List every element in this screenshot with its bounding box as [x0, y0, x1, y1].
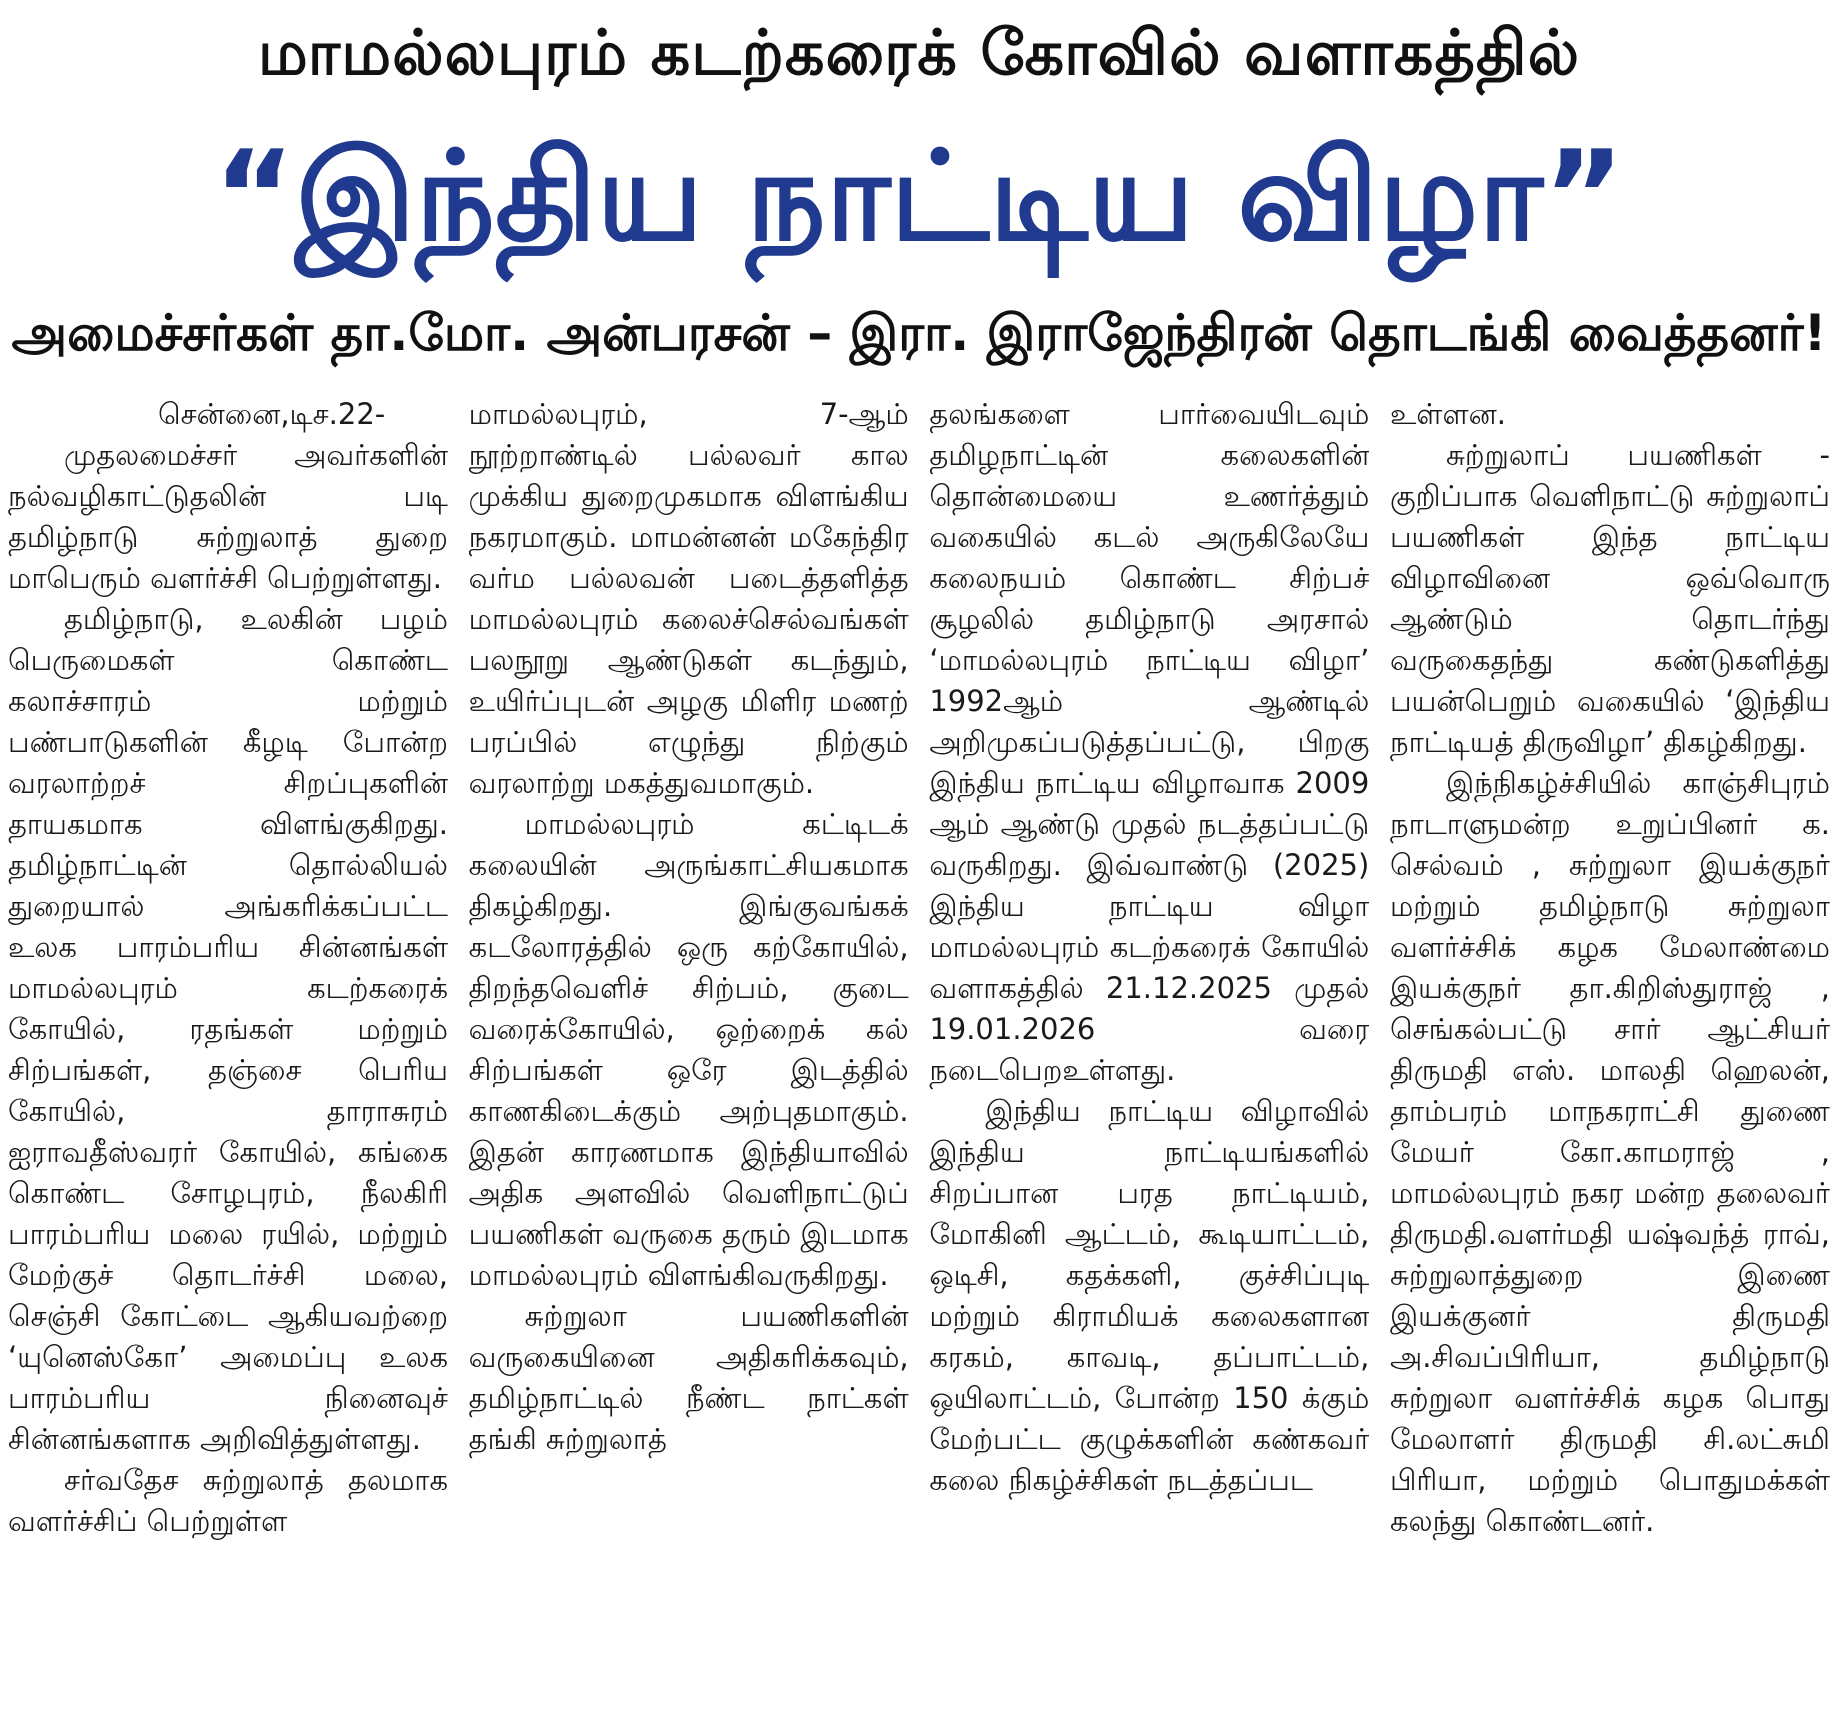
article-body — [8, 394, 1830, 1730]
paragraph: இந்திய நாட்டிய விழாவில் இந்திய நாட்டியங்களில் சிறப்பான பரத நாட்டியம், மோகினி ஆட்டம், கூடியாட்டம், ஒடிசி, கதக்களி, குச்சிப்புடி மற்றும் கிராமியக் கலைகளான கரகம், காவடி, தப்பாட்டம், ஒயிலாட்டம், போன்ற 150 க்கும் மேற்பட்ட குழுக்களின் கண்கவர் கலை நிகழ்ச்சிகள் நடத்தப்பட — [929, 1094, 1370, 1497]
paragraph: மாமல்லபுரம், 7-ஆம் நூற்றாண்டில் பல்லவர் கால முக்கிய துறைமுகமாக விளங்கிய நகரமாகும். மாமன்னன் மகேந்திர வர்ம பல்லவன் படைத்தளித்த மாமல்லபுரம் கலைச்செல்வங்கள் பலநூறு ஆண்டுகள் கடந்தும், உயிர்ப்புடன் அழகு மிளிர மணற் பரப்பில் எழுந்து நிற்கும் வரலாற்று மகத்துவமாகும். — [468, 397, 909, 800]
kicker-headline: மாமல்லபுரம் கடற்கரைக் கோவில் வளாகத்தில் — [257, 16, 1581, 89]
paragraph: மாமல்லபுரம் கட்டிடக் கலையின் அருங்காட்சியகமாக திகழ்கிறது. இங்குவங்கக் கடலோரத்தில் ஒரு கற்கோயில், திறந்தவெளிச் சிற்பம், குடை வரைக்கோயில், ஒற்றைக் கல் சிற்பங்கள் ஒரே இடத்தில் காணகிடைக்கும் அற்புதமாகும். இதன் காரணமாக இந்தியாவில் அதிக அளவில் வெளிநாட்டுப் பயணிகள் வருகை தரும் இடமாக மாமல்லபுரம் விளங்கிவருகிறது. — [468, 807, 909, 1292]
paragraph: உள்ளன. — [1389, 397, 1506, 431]
column-4 — [1390, 394, 1830, 1730]
subheadline: அமைச்சர்கள் தா.மோ. அன்பரசன் – இரா. இராஜேந்திரன் தொடங்கி வைத்தனர்! — [11, 304, 1827, 362]
paragraph: சுற்றுலாப் பயணிகள் - குறிப்பாக வெளிநாட்டு சுற்றுலாப் பயணிகள் இந்த நாட்டிய விழாவினை ஒவ்வொரு ஆண்டும் தொடர்ந்து வருகைதந்து கண்டுகளித்து பயன்பெறும் வகையில் ‘இந்திய நாட்டியத் திருவிழா’ திகழ்கிறது. — [1389, 438, 1830, 759]
dateline: சென்னை,டிச.22- — [158, 397, 386, 431]
column-3 — [929, 394, 1369, 1730]
paragraph: முதலமைச்சர் அவர்களின் நல்வழிகாட்டுதலின் படி தமிழ்நாடு சுற்றுலாத் துறை மாபெரும் வளர்ச்சி பெற்றுள்ளது. — [8, 438, 448, 595]
column-1 — [8, 394, 448, 1730]
paragraph: தமிழ்நாடு, உலகின் பழம் பெருமைகள் கொண்ட கலாச்சாரம் மற்றும் பண்பாடுகளின் கீழடி போன்ற வரலாற்றச் சிறப்புகளின் தாயகமாக விளங்குகிறது. தமிழ்நாட்டின் தொல்லியல் துறையால் அங்கரிக்கப்பட்ட உலக பாரம்பரிய சின்னங்கள் மாமல்லபுரம் கடற்கரைக் கோயில், ரதங்கள் மற்றும் சிற்பங்கள், தஞ்சை பெரிய கோயில், தாராசுரம் ஐராவதீஸ்வரர் கோயில், கங்கை கொண்ட சோழபுரம், நீலகிரி பாரம்பரிய மலை ரயில், மற்றும் மேற்குச் தொடர்ச்சி மலை, செஞ்சி கோட்டை ஆகியவற்றை ‘யுனெஸ்கோ’ அமைப்பு உலக பாரம்பரிய நினைவுச் சின்னங்களாக அறிவித்துள்ளது. — [8, 602, 448, 1456]
column-2 — [469, 394, 909, 1730]
paragraph: தலங்களை பார்வையிடவும் தமிழநாட்டின் கலைகளின் தொன்மையை உணர்த்தும் வகையில் கடல் அருகிலேயே கலைநயம் கொண்ட சிற்பச் சூழலில் தமிழ்நாடு அரசால் ‘மாமல்லபுரம் நாட்டிய விழா’ 1992ஆம் ஆண்டில் அறிமுகப்படுத்தப்பட்டு, பிறகு இந்திய நாட்டிய விழாவாக 2009 ஆம் ஆண்டு முதல் நடத்தப்பட்டு வருகிறது. இவ்வாண்டு (2025) இந்திய நாட்டிய விழா மாமல்லபுரம் கடற்கரைக் கோயில் வளாகத்தில் 21.12.2025 முதல் 19.01.2026 வரை நடைபெறஉள்ளது. — [929, 397, 1370, 1087]
paragraph: சர்வதேச சுற்றுலாத் தலமாக வளர்ச்சிப் பெற்றுள்ள — [8, 1463, 448, 1538]
paragraph: சுற்றுலா பயணிகளின் வருகையினை அதிகரிக்கவும், தமிழ்நாட்டில் நீண்ட நாட்கள் தங்கி சுற்றுலாத் — [468, 1299, 909, 1456]
paragraph: இந்நிகழ்ச்சியில் காஞ்சிபுரம் நாடாளுமன்ற உறுப்பினர் க. செல்வம் , சுற்றுலா இயக்குநர் மற்றும் தமிழ்நாடு சுற்றுலா வளர்ச்சிக் கழக மேலாண்மை இயக்குநர் தா.கிறிஸ்துராஜ் , செங்கல்பட்டு சார் ஆட்சியர் திருமதி எஸ். மாலதி ஹெலன், தாம்பரம் மாநகராட்சி துணை மேயர் கோ.காமராஜ் , மாமல்லபுரம் நகர மன்ற தலைவர் திருமதி.வளர்மதி யஷ்வந்த் ராவ், சுற்றுலாத்துறை இணை இயக்குனர் திருமதி அ.சிவப்பிரியா, தமிழ்நாடு சுற்றுலா வளர்ச்சிக் கழக பொது மேலாளர் திருமதி சி.லட்சுமி பிரியா, மற்றும் பொதுமக்கள் கலந்து கொண்டனர். — [1389, 766, 1830, 1538]
main-headline: “இந்திய நாட்டிய விழா” — [213, 125, 1625, 269]
